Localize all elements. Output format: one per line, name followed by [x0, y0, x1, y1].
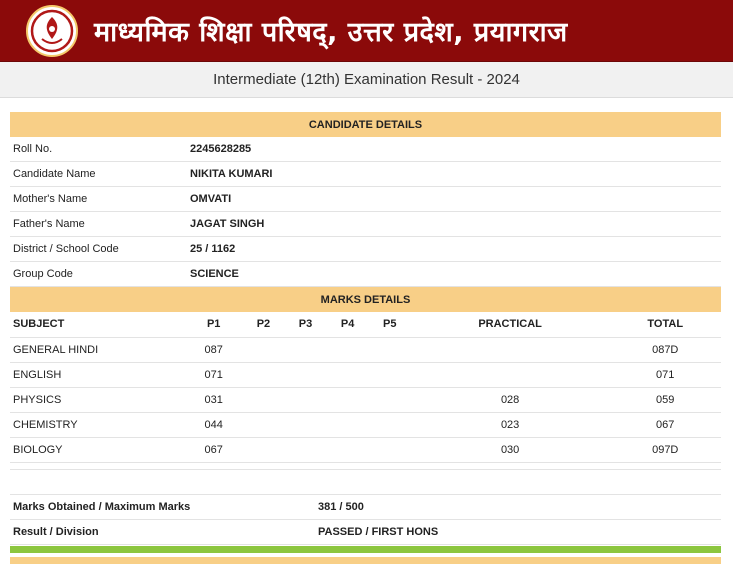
marks-cell-p3 — [284, 362, 326, 387]
marks-cell-subject: GENERAL HINDI — [10, 337, 185, 362]
marks-cell-p5 — [369, 387, 411, 412]
marks-cell-subject: ENGLISH — [10, 362, 185, 387]
marks-cell-total: 097D — [609, 437, 721, 462]
column-header: P1 — [185, 312, 242, 337]
table-row — [10, 337, 721, 362]
marks-cell-p4 — [327, 337, 369, 362]
marks-cell-p2 — [242, 337, 284, 362]
column-header: P4 — [327, 312, 369, 337]
candidate-detail-row — [10, 187, 721, 212]
board-name: माध्यमिक शिक्षा परिषद्, उत्तर प्रदेश, प्रयागराज — [94, 17, 568, 48]
candidate-details-list — [10, 137, 721, 287]
candidate-detail-row — [10, 162, 721, 187]
column-header: SUBJECT — [10, 312, 185, 337]
detail-value: JAGAT SINGH — [190, 218, 265, 230]
table-row — [10, 362, 721, 387]
pass-status-bar — [10, 546, 721, 553]
marks-obtained-row — [10, 495, 721, 520]
candidate-detail-row — [10, 262, 721, 287]
footer-bar — [10, 557, 721, 564]
marks-cell-p4 — [327, 437, 369, 462]
detail-value: SCIENCE — [190, 268, 239, 280]
column-header: P2 — [242, 312, 284, 337]
marks-cell-total: 067 — [609, 412, 721, 437]
marks-cell-p1: 044 — [185, 412, 242, 437]
marks-cell-p5 — [369, 362, 411, 387]
marks-cell-p4 — [327, 362, 369, 387]
marks-table — [10, 312, 721, 463]
marks-cell-p1: 031 — [185, 387, 242, 412]
detail-label: Mother's Name — [13, 193, 88, 205]
column-header: P3 — [284, 312, 326, 337]
detail-value: 2245628285 — [190, 143, 252, 155]
candidate-details-header: CANDIDATE DETAILS — [10, 112, 721, 137]
result-division-row — [10, 520, 721, 545]
candidate-detail-row — [10, 137, 721, 162]
marks-cell-practical: 023 — [411, 412, 610, 437]
column-header: P5 — [369, 312, 411, 337]
marks-table-header-row — [10, 312, 721, 337]
marks-obtained-label: Marks Obtained / Maximum Marks — [13, 500, 191, 513]
table-divider — [10, 463, 721, 470]
marks-cell-p1: 067 — [185, 437, 242, 462]
column-header: PRACTICAL — [411, 312, 610, 337]
marks-cell-p5 — [369, 437, 411, 462]
detail-label: District / School Code — [13, 243, 119, 255]
detail-value: NIKITA KUMARI — [190, 168, 273, 180]
detail-label: Group Code — [13, 268, 73, 280]
marks-cell-practical: 028 — [411, 387, 610, 412]
marks-cell-p2 — [242, 412, 284, 437]
marks-cell-subject: CHEMISTRY — [10, 412, 185, 437]
marks-cell-subject: PHYSICS — [10, 387, 185, 412]
marks-cell-p3 — [284, 387, 326, 412]
header-banner — [0, 0, 733, 62]
marks-cell-p1: 087 — [185, 337, 242, 362]
detail-value: OMVATI — [190, 193, 232, 205]
column-header: TOTAL — [609, 312, 721, 337]
detail-label: Candidate Name — [13, 168, 96, 180]
result-division-label: Result / Division — [13, 525, 99, 538]
marks-cell-total: 059 — [609, 387, 721, 412]
marks-cell-practical — [411, 337, 610, 362]
marks-cell-p2 — [242, 437, 284, 462]
candidate-detail-row — [10, 212, 721, 237]
result-summary — [10, 494, 721, 545]
marks-cell-p5 — [369, 337, 411, 362]
result-division-value: PASSED / FIRST HONS — [318, 525, 439, 538]
marks-cell-p2 — [242, 387, 284, 412]
marks-obtained-value: 381 / 500 — [318, 500, 364, 513]
result-content — [10, 112, 721, 564]
marks-details-header: MARKS DETAILS — [10, 287, 721, 312]
up-govt-emblem-icon — [26, 5, 78, 57]
marks-cell-p4 — [327, 387, 369, 412]
table-row — [10, 412, 721, 437]
marks-cell-p5 — [369, 412, 411, 437]
marks-cell-p3 — [284, 412, 326, 437]
marks-cell-practical — [411, 362, 610, 387]
detail-value: 25 / 1162 — [190, 243, 236, 255]
marks-cell-p3 — [284, 437, 326, 462]
detail-label: Roll No. — [13, 143, 53, 155]
marks-cell-total: 071 — [609, 362, 721, 387]
marks-cell-p2 — [242, 362, 284, 387]
detail-label: Father's Name — [13, 218, 85, 230]
marks-cell-practical: 030 — [411, 437, 610, 462]
table-row — [10, 437, 721, 462]
marks-cell-total: 087D — [609, 337, 721, 362]
exam-title: Intermediate (12th) Examination Result - 2024 — [0, 62, 733, 98]
table-row — [10, 387, 721, 412]
marks-cell-p1: 071 — [185, 362, 242, 387]
marks-cell-subject: BIOLOGY — [10, 437, 185, 462]
marks-cell-p4 — [327, 412, 369, 437]
candidate-detail-row — [10, 237, 721, 262]
marks-cell-p3 — [284, 337, 326, 362]
